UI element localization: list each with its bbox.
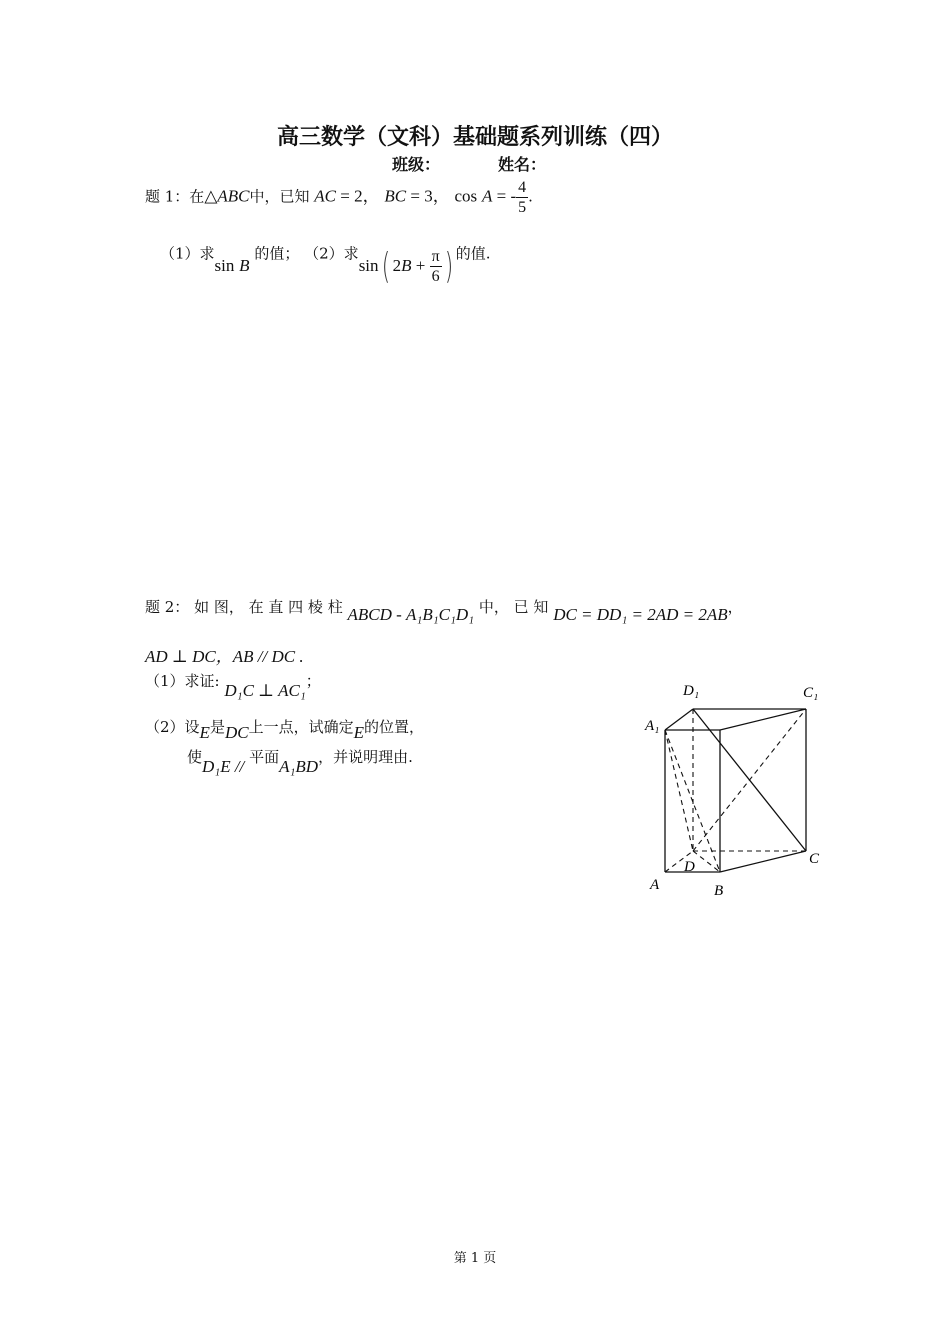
class-label: 班级： bbox=[392, 155, 441, 174]
label-a1: A₁ bbox=[645, 718, 660, 734]
right-paren: ) bbox=[444, 246, 453, 287]
q1-part2-b: B bbox=[401, 255, 412, 275]
q1-part2-fraction bbox=[430, 247, 442, 286]
q1-part1-end: 的值； bbox=[254, 244, 300, 263]
q2-comma: ， bbox=[727, 598, 743, 616]
q1-part2-end: 的值. bbox=[455, 244, 491, 263]
q2-label: 题 2： 如 图， 在 直 四 棱 柱 bbox=[145, 598, 343, 616]
q1-part2-plus: + bbox=[411, 255, 430, 275]
q2-part1-expr: D₁C ⊥ AC₁ bbox=[224, 681, 306, 700]
q1-part1-b: B bbox=[239, 255, 250, 275]
q2-part2-line2 bbox=[187, 746, 413, 776]
q2-part1 bbox=[145, 670, 321, 700]
question-2 bbox=[145, 596, 743, 624]
q2-part2-line2-label: 使 bbox=[187, 748, 203, 766]
q1-end: . bbox=[528, 187, 533, 206]
edge-a1-d1 bbox=[665, 709, 693, 730]
q2-text: 中， 已 知 bbox=[478, 598, 549, 616]
edge-b1-c1 bbox=[720, 709, 806, 730]
question-1-parts bbox=[160, 234, 491, 287]
label-c: C bbox=[809, 851, 820, 867]
q2-line2: AD ⊥ DC，AB // DC . bbox=[145, 647, 304, 666]
edge-b-c bbox=[720, 851, 806, 872]
q1-numerator: 4 bbox=[518, 179, 527, 196]
q1-cos-eq: = - bbox=[492, 186, 517, 206]
q1-label: 题 1：在 bbox=[145, 187, 205, 206]
label-b: B bbox=[714, 883, 724, 899]
page-number: 第 1 页 bbox=[453, 1251, 497, 1266]
question-1 bbox=[145, 178, 533, 217]
q2-part2-dc: DC bbox=[224, 723, 249, 742]
q1-angle-a: A bbox=[481, 186, 493, 206]
q1-part2-coef: 2 bbox=[392, 255, 402, 275]
hidden-d-b bbox=[693, 851, 720, 872]
q1-part2-label: （2）求 bbox=[304, 244, 359, 263]
triangle-symbol: △ bbox=[204, 186, 218, 206]
hidden-a1-b bbox=[665, 730, 720, 872]
q1-triangle-name: ABC bbox=[217, 186, 250, 206]
q1-bc: BC bbox=[384, 186, 407, 206]
q2-part2-end: ，并说明理由. bbox=[318, 748, 413, 766]
name-label: 姓名： bbox=[498, 155, 547, 174]
q2-prism-top: A₁B₁C₁D₁ bbox=[406, 605, 475, 624]
q1-part2-sin: sin bbox=[358, 255, 379, 275]
q1-ac: AC bbox=[314, 186, 337, 206]
page-title: 高三数学（文科）基础题系列训练（四） bbox=[276, 125, 673, 150]
q2-part2-label: （2）设 bbox=[145, 718, 200, 736]
q2-part2-expr2: A₁BD bbox=[279, 757, 319, 776]
q2-part1-end: ； bbox=[305, 672, 321, 690]
q1-text: 中，已知 bbox=[249, 187, 310, 206]
q2-part2-expr1: D₁E // bbox=[202, 757, 245, 776]
q2-part2-e: E bbox=[199, 723, 210, 742]
q2-part2-text3: 的位置， bbox=[363, 718, 424, 736]
left-paren: ( bbox=[381, 246, 390, 287]
q1-part1-sin: sin bbox=[214, 255, 235, 275]
q1-ac-value: = 2， bbox=[336, 186, 380, 206]
q1-part2-denominator: 6 bbox=[431, 268, 440, 285]
q2-part2-e2: E bbox=[353, 723, 364, 742]
q1-cos: cos bbox=[454, 186, 478, 206]
q2-part2-text1: 是 bbox=[209, 718, 225, 736]
q2-condition: DC = DD₁ = 2AD = 2AB bbox=[553, 605, 728, 624]
q2-prism-base: ABCD bbox=[347, 605, 392, 624]
prism-figure bbox=[630, 675, 840, 905]
q1-denominator: 5 bbox=[518, 199, 527, 216]
q1-part2-numerator: π bbox=[431, 248, 440, 265]
label-d: D bbox=[684, 859, 695, 875]
q1-part1-label: （1）求 bbox=[160, 244, 215, 263]
q2-dash: - bbox=[391, 605, 407, 624]
q1-fraction bbox=[516, 178, 528, 217]
label-d1: D₁ bbox=[683, 683, 700, 699]
q2-part2-text2: 上一点，试确定 bbox=[248, 718, 354, 736]
q2-part1-label: （1）求证: bbox=[145, 672, 220, 690]
q2-part2-plane: 平面 bbox=[249, 748, 280, 766]
label-a: A bbox=[650, 877, 660, 893]
q1-bc-value: = 3， bbox=[406, 186, 450, 206]
label-c1: C₁ bbox=[803, 685, 819, 701]
q2-part2 bbox=[145, 716, 424, 742]
